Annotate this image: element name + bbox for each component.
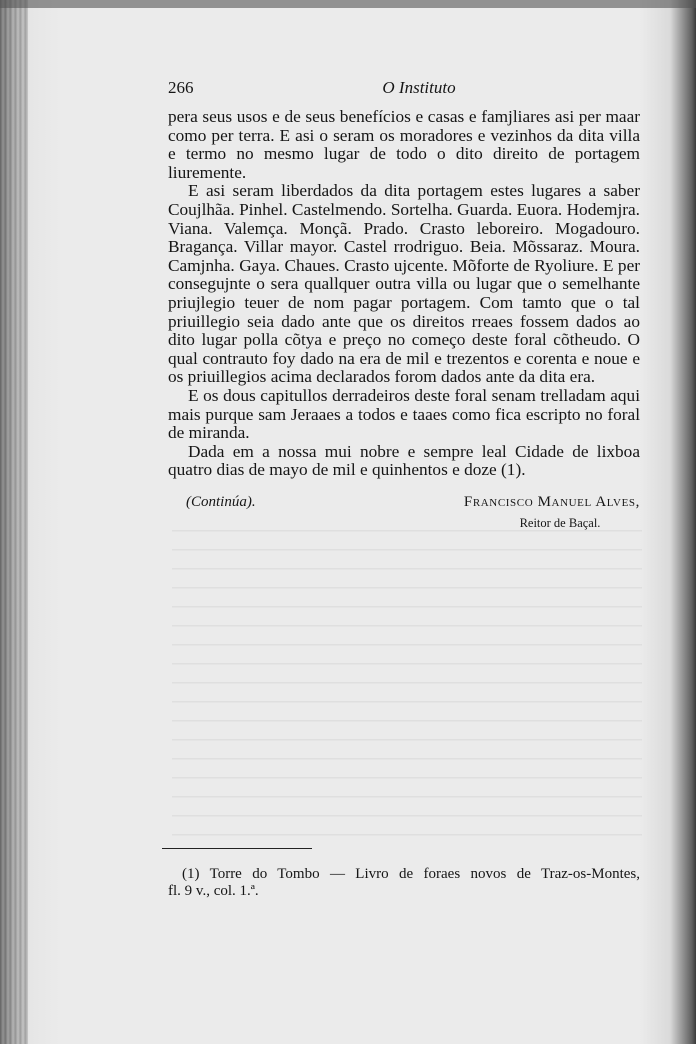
continua-note: (Continúa).	[186, 493, 256, 510]
running-header	[168, 78, 640, 108]
book-spine	[0, 0, 28, 1044]
footnote-rule	[162, 848, 312, 849]
paragraph-4: Dada em a nossa mui nobre e sempre leal Cidade de lixboa quatro dias de mayo de mil e quinhentos e doze (1).	[168, 441, 640, 480]
scan-edge	[0, 0, 696, 8]
running-title: O Instituto	[382, 78, 456, 97]
paragraph-3: E os dous capitullos derradeiros deste foral senam trelladam aqui mais purque sam Jeraaes a todos e taaes como fica escripto no foral de miranda.	[168, 385, 640, 443]
page-number: 266	[168, 78, 194, 97]
signer-name: Francisco Manuel Alves,	[463, 493, 640, 510]
footnote	[168, 866, 640, 900]
page-content	[168, 78, 640, 542]
signature-block	[168, 494, 640, 542]
show-through	[172, 530, 642, 850]
paragraph-1: pera seus usos e de seus benefícios e casas e famjliares asi per maar como per terra. E asi o seram os moradores e vezinhos da dita villa e termo no mesmo lugar de todo o dito direito de portagem liuremente.	[168, 107, 640, 182]
footnote-line-1: (1) Torre do Tombo — Livro de foraes novos de Traz-os-Montes,	[182, 866, 640, 882]
footnote-line-2: fl. 9 v., col. 1.ª.	[168, 883, 259, 899]
body-text	[168, 108, 640, 480]
paragraph-2: E asi seram liberdados da dita portagem estes lugares a saber Coujlhãa. Pinhel. Castelmendo. Sortelha. Guarda. Euora. Hodemjra. Viana. Valemça. Monçã. Prado. Crasto leboreiro. Mogadouro. Bragança. Villar mayor. Castel rrodriguo. Beia. Mõssaraz. Moura. Camjnha. Gaya. Chaues. Crasto ujcente. Mõforte de Ryoliure. E per consegujnte o sera quallquer outra villa ou lugar que o semelhante priujlegio teuer de nom pagar portagem. Com tamto que o tal priuillegio seia dado ante que os direitos rreaes fossem dados ao dito lugar polla cõtya e preço no começo deste foral cõtheudo. O qual contrauto foy dado na era de mil e trezentos e corenta e noue e os priuillegios acima declarados forom dados ante da dita era.	[168, 181, 640, 387]
signer-role: Reitor de Baçal.	[519, 515, 601, 530]
